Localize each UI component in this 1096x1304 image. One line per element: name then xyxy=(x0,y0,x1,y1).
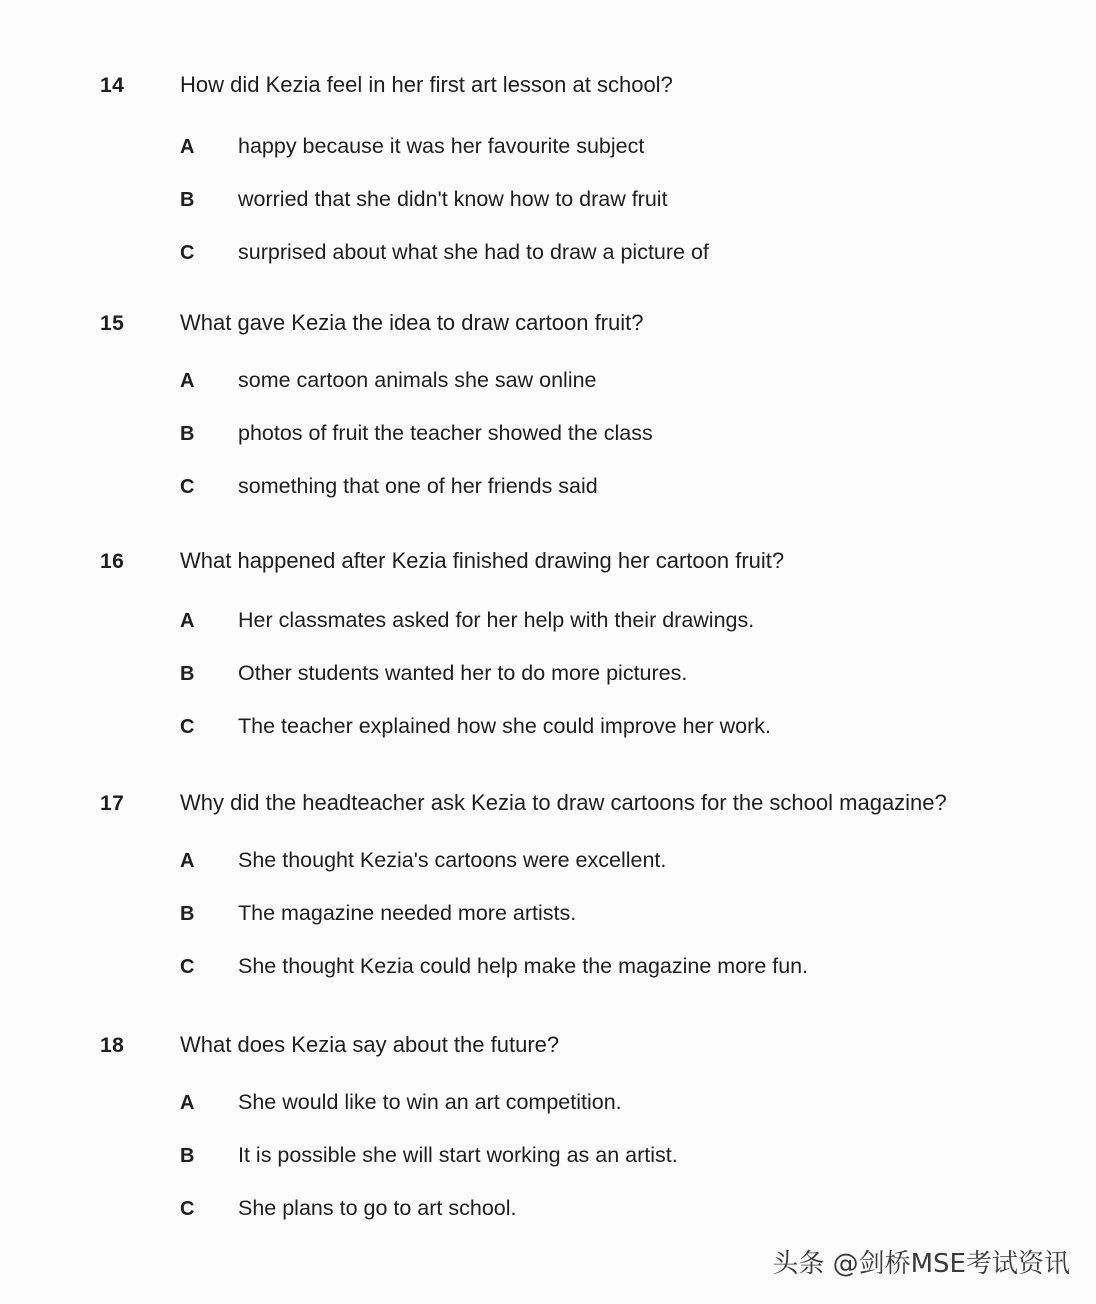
option-text: worried that she didn't know how to draw fruit xyxy=(238,187,668,211)
question-number: 17 xyxy=(100,792,125,815)
option-c xyxy=(0,468,1096,521)
option-b xyxy=(0,1137,1096,1190)
question-stem xyxy=(0,306,1096,346)
option-a xyxy=(0,362,1096,415)
option-letter: A xyxy=(180,850,195,872)
option-letter: A xyxy=(180,136,195,158)
option-c xyxy=(0,708,1096,761)
option-text: something that one of her friends said xyxy=(238,474,598,498)
question-text: What gave Kezia the idea to draw cartoon fruit? xyxy=(180,310,644,335)
question-14 xyxy=(0,68,1096,287)
watermark: 头条 @剑桥MSE考试资讯 xyxy=(772,1249,1070,1279)
question-text: What happened after Kezia finished drawing her cartoon fruit? xyxy=(180,548,785,573)
question-text: What does Kezia say about the future? xyxy=(180,1032,560,1057)
option-letter: B xyxy=(180,189,195,211)
option-text: She thought Kezia could help make the magazine more fun. xyxy=(238,954,809,978)
question-number: 16 xyxy=(100,550,125,573)
option-b xyxy=(0,895,1096,948)
option-a xyxy=(0,842,1096,895)
option-a xyxy=(0,1084,1096,1137)
option-c xyxy=(0,948,1096,1001)
option-c xyxy=(0,234,1096,287)
option-text: She would like to win an art competition. xyxy=(238,1090,622,1114)
option-letter: C xyxy=(180,476,195,498)
option-letter: A xyxy=(180,610,195,632)
option-text: Other students wanted her to do more pictures. xyxy=(238,661,688,685)
question-18 xyxy=(0,1028,1096,1243)
option-c xyxy=(0,1190,1096,1243)
question-number: 15 xyxy=(100,312,125,335)
question-number: 18 xyxy=(100,1034,125,1057)
option-text: She plans to go to art school. xyxy=(238,1196,517,1220)
option-letter: C xyxy=(180,956,195,978)
option-letter: C xyxy=(180,1198,195,1220)
option-text: She thought Kezia's cartoons were excellent. xyxy=(238,848,667,872)
option-letter: B xyxy=(180,903,195,925)
option-text: happy because it was her favourite subject xyxy=(238,134,645,158)
option-text: The magazine needed more artists. xyxy=(238,901,577,925)
question-stem xyxy=(0,68,1096,108)
question-stem xyxy=(0,544,1096,584)
option-letter: B xyxy=(180,423,195,445)
question-text: Why did the headteacher ask Kezia to draw cartoons for the school magazine? xyxy=(180,790,947,815)
question-17 xyxy=(0,786,1096,1001)
option-b xyxy=(0,415,1096,468)
option-text: It is possible she will start working as an artist. xyxy=(238,1143,678,1167)
option-letter: A xyxy=(180,1092,195,1114)
option-letter: C xyxy=(180,716,195,738)
question-text: How did Kezia feel in her first art lesson at school? xyxy=(180,72,673,97)
question-15 xyxy=(0,306,1096,521)
option-letter: B xyxy=(180,1145,195,1167)
option-text: The teacher explained how she could improve her work. xyxy=(238,714,772,738)
option-text: Her classmates asked for her help with their drawings. xyxy=(238,608,755,632)
question-number: 14 xyxy=(100,74,125,97)
option-letter: A xyxy=(180,370,195,392)
option-b xyxy=(0,181,1096,234)
question-16 xyxy=(0,544,1096,761)
option-text: photos of fruit the teacher showed the class xyxy=(238,421,653,445)
question-stem xyxy=(0,786,1096,826)
option-letter: C xyxy=(180,242,195,264)
option-text: some cartoon animals she saw online xyxy=(238,368,597,392)
option-a xyxy=(0,602,1096,655)
option-b xyxy=(0,655,1096,708)
option-a xyxy=(0,128,1096,181)
question-stem xyxy=(0,1028,1096,1068)
option-text: surprised about what she had to draw a picture of xyxy=(238,240,709,264)
option-letter: B xyxy=(180,663,195,685)
